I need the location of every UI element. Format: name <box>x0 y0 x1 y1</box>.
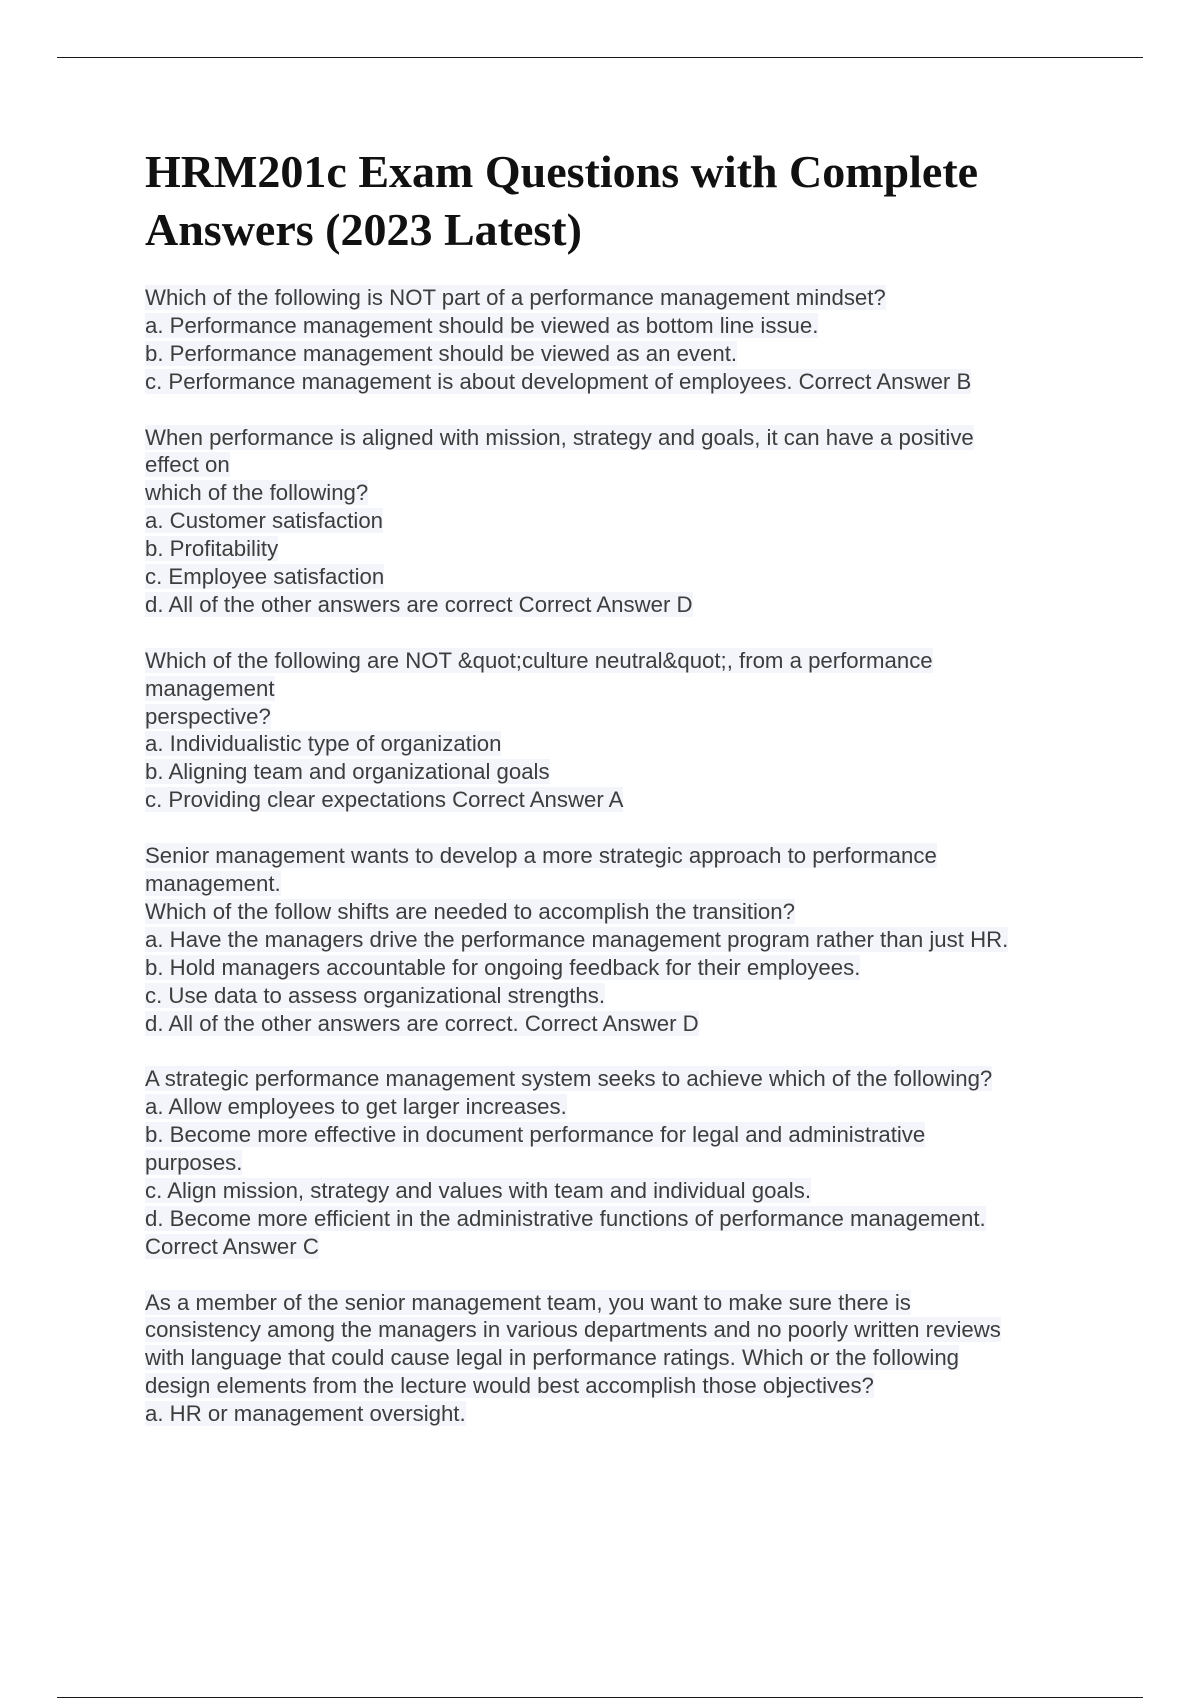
question-line-text: with language that could cause legal in performance ratings. Which or the following <box>145 1345 960 1371</box>
question-line-text: a. Performance management should be viewed as bottom line issue. <box>145 312 819 338</box>
question-line-text: management <box>145 675 275 701</box>
question-line <box>145 1372 1095 1400</box>
question-line <box>145 563 1095 591</box>
question-line-text: c. Use data to assess organizational strengths. <box>145 982 606 1008</box>
question-line-text: perspective? <box>145 703 271 729</box>
question-line <box>145 1177 1095 1205</box>
question-line <box>145 1400 1095 1428</box>
question-line-text: consistency among the managers in various departments and no poorly written reviews <box>145 1317 1001 1343</box>
question-line <box>145 1316 1095 1344</box>
question-line <box>145 954 1095 982</box>
question-line-text: c. Performance management is about development of employees. Correct Answer B <box>145 368 972 394</box>
question-line-text: a. Individualistic type of organization <box>145 731 502 757</box>
question-block <box>145 1289 1095 1429</box>
document-title-line-1: HRM201c Exam Questions with Complete <box>145 146 979 197</box>
question-block <box>145 284 1095 396</box>
question-line <box>145 479 1095 507</box>
question-line-text: b. Hold managers accountable for ongoing feedback for their employees. <box>145 954 861 980</box>
question-text-line <box>145 284 1095 312</box>
question-line-text: Correct Answer C <box>145 1233 319 1259</box>
question-line <box>145 730 1095 758</box>
question-line <box>145 1010 1095 1038</box>
question-line <box>145 675 1095 703</box>
question-text-line <box>145 424 1095 452</box>
question-line-text: As a member of the senior management team, you want to make sure there is <box>145 1289 911 1315</box>
question-line-text: Which of the follow shifts are needed to accomplish the transition? <box>145 898 795 924</box>
question-line <box>145 591 1095 619</box>
header-rule <box>57 57 1143 58</box>
question-line-text: effect on <box>145 452 230 478</box>
question-text-line <box>145 1289 1095 1317</box>
question-line <box>145 1205 1095 1233</box>
question-line-text: d. Become more efficient in the administrative functions of performance management. <box>145 1205 986 1231</box>
question-line-text: purposes. <box>145 1150 243 1176</box>
question-line <box>145 758 1095 786</box>
question-line <box>145 703 1095 731</box>
footer-rule <box>57 1697 1143 1698</box>
question-line-text: A strategic performance management system seeks to achieve which of the following? <box>145 1066 993 1092</box>
question-line <box>145 340 1095 368</box>
question-line-text: d. All of the other answers are correct. Correct Answer D <box>145 1010 699 1036</box>
question-line <box>145 1093 1095 1121</box>
question-block <box>145 1065 1095 1260</box>
question-block <box>145 424 1095 619</box>
question-line-text: c. Employee satisfaction <box>145 564 385 590</box>
question-line <box>145 1344 1095 1372</box>
question-line <box>145 1149 1095 1177</box>
question-line <box>145 507 1095 535</box>
question-line-text: a. Have the managers drive the performance management program rather than just HR. <box>145 926 1009 952</box>
question-line <box>145 312 1095 340</box>
question-line-text: Which of the following are NOT &quot;culture neutral&quot;, from a performance <box>145 647 933 673</box>
question-line-text: Which of the following is NOT part of a performance management mindset? <box>145 285 886 310</box>
question-line-text: a. HR or management oversight. <box>145 1401 466 1427</box>
question-line-text: b. Become more effective in document performance for legal and administrative <box>145 1122 926 1148</box>
question-line-text: c. Providing clear expectations Correct Answer A <box>145 787 624 813</box>
question-line-text: When performance is aligned with mission, strategy and goals, it can have a positive <box>145 424 974 450</box>
question-line-text: management. <box>145 870 281 896</box>
question-list <box>145 284 1095 1456</box>
question-line-text: b. Performance management should be viewed as an event. <box>145 340 738 366</box>
question-text-line <box>145 1065 1095 1093</box>
question-line <box>145 982 1095 1010</box>
question-line-text: a. Customer satisfaction <box>145 508 383 534</box>
question-line-text: a. Allow employees to get larger increases. <box>145 1094 567 1120</box>
question-line <box>145 898 1095 926</box>
question-line <box>145 870 1095 898</box>
question-line <box>145 1233 1095 1261</box>
question-line <box>145 368 1095 396</box>
question-text-line <box>145 842 1095 870</box>
document-title-line-2: Answers (2023 Latest) <box>145 204 582 255</box>
question-text-line <box>145 647 1095 675</box>
question-line-text: Senior management wants to develop a more strategic approach to performance <box>145 843 937 869</box>
question-line-text: d. All of the other answers are correct Correct Answer D <box>145 591 693 617</box>
question-block <box>145 647 1095 814</box>
question-block <box>145 842 1095 1037</box>
question-line-text: design elements from the lecture would best accomplish those objectives? <box>145 1373 874 1399</box>
question-line-text: b. Profitability <box>145 536 279 562</box>
question-line-text: b. Aligning team and organizational goals <box>145 759 550 785</box>
question-line <box>145 1121 1095 1149</box>
question-line-text: c. Align mission, strategy and values with team and individual goals. <box>145 1177 811 1203</box>
question-line <box>145 451 1095 479</box>
document-title <box>145 143 1105 259</box>
question-line <box>145 786 1095 814</box>
question-line <box>145 535 1095 563</box>
question-line-text: which of the following? <box>145 480 369 506</box>
question-line <box>145 926 1095 954</box>
